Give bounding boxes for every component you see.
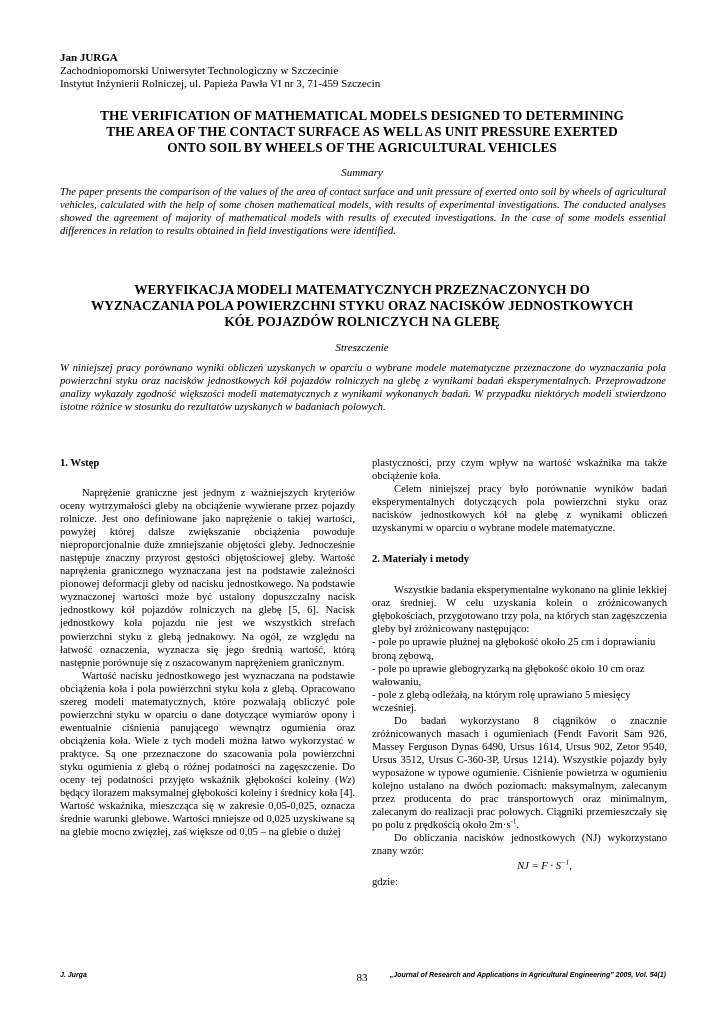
author-affiliation-university: Zachodniopomorski Uniwersytet Technologiczny w Szczecinie (60, 65, 339, 77)
summary-text: The paper presents the comparison of the values of the area of contact surface and unit pressure of exerted onto soil by wheels of agricultural vehicles, calculated with the help of some chosen mathematical models, with results of experimental investigations. The conducted analyses showed the agreement of majority of mathematical models with results of executed investigations. In the case of some models essential differences in relation to results obtained in field investigations were identified. (60, 187, 666, 238)
right-column (372, 457, 667, 889)
author-block (60, 52, 670, 91)
title-english (56, 108, 668, 156)
paragraph: Wszystkie badania eksperymentalne wykonano na glinie lekkiej oraz średniej. W celu uzyskania kolein o zróżnicowanych głębokościach, przygotowano trzy pola, na których stan zagęszczenia gleby był zróżnicowany następująco: (372, 585, 667, 636)
footer-author: J. Jurga (60, 972, 87, 979)
gdzie-label: gdzie: (372, 877, 398, 889)
section-heading-wstep: 1. Wstęp (60, 458, 100, 469)
title-polish-line: WYZNACZANIA POLA POWIERZCHNI STYKU ORAZ NACISKÓW JEDNOSTKOWYCH (90, 298, 634, 313)
formula-nj: NJ = $F \cdot S^{-1}$, (517, 858, 572, 873)
author-name: Jan JURGA (60, 52, 118, 64)
paragraph: Celem niniejszej pracy było porównanie wyników badań eksperymentalnych dotyczących pola powierzchni styku oraz nacisków jednostkowych kół na glebę z wynikami obliczeń uzyskanymi w oparciu o wybrane modele matematyczne. (372, 484, 667, 535)
title-english-line: THE AREA OF THE CONTACT SURFACE AS WELL AS UNIT PRESSURE EXERTED (106, 124, 618, 139)
paragraph: Naprężenie graniczne jest jednym z ważniejszych kryteriów oceny wytrzymałości gleby na obciążenie wywierane przez pojazdy rolnicze. Jest ono definiowane jako naprężenie o takiej wartości, powyżej której dalsze zwiększanie obciążenia powoduje nieproporcjonalnie duże zmniejszanie objętości gleby. Jednocześnie następuje znaczny przyrost gęstości objętościowej gleby. Wartość naprężenia granicznego wyznaczana jest na podstawie zależności pionowej deformacji gleby od nacisku jednostkowego. Na podstawie wyznaczonej wartości może być ustalony dopuszczalny nacisk jednostkowy kół pojazdów rolniczych na glebę [5, 6]. Nacisk jednostkowy koła pojazdu nie jest we wszystkich strefach powierzchni styku z glebą jednakowy. Na ogół, ze względu na łatwość oznaczenia, wyznacza się jego średnią wartość, którą następnie porównuje się z oszacowanym naprężeniem granicznym. (60, 488, 355, 669)
streszczenie-heading: Streszczenie (335, 342, 389, 354)
list-item: - pole po uprawie płużnej na głębokość około 25 cm i doprawianiu broną zębową, (372, 637, 656, 662)
footer-journal: „Journal of Research and Applications in Agricultural Engineering” 2009, Vol. 54(1) (389, 972, 666, 979)
title-english-line: THE VERIFICATION OF MATHEMATICAL MODELS DESIGNED TO DETERMINING (100, 108, 624, 123)
streszczenie-text: W niniejszej pracy porównano wyniki obliczeń uzyskanych w oparciu o wybrane modele matematyczne przeznaczone do wyznaczania pola powierzchni styku oraz nacisków jednostkowych kół pojazdów rolniczych na glebę z wynikami badań eksperymentalnych. Przeprowadzone analizy wykazały zgodność większości modeli matematycznych z wynikami wykonanych badań. W przypadku niektórych modeli stwierdzono istotne różnice w stosunku do rezultatów uzyskanych w badaniach polowych. (60, 363, 666, 414)
title-polish-line: KÓŁ POJAZDÓW ROLNICZYCH NA GLEBĘ (224, 314, 500, 329)
list-item: - pole po uprawie glebogryzarką na głębokość około 10 cm oraz wałowaniu, (372, 663, 645, 688)
section-heading-materialy: 2. Materiały i metody (372, 554, 470, 566)
paragraph-continuation: plastyczności, przy czym wpływ na wartość wskaźnika ma także obciążenie koła. (372, 458, 667, 483)
title-polish (56, 282, 668, 330)
page-number: 83 (356, 972, 368, 984)
summary-heading: Summary (341, 167, 383, 179)
title-polish-line: WERYFIKACJA MODELI MATEMATYCZNYCH PRZEZNACZONYCH DO (134, 282, 590, 297)
author-affiliation-institute: Instytut Inżynierii Rolniczej, ul. Papieża Pawła VI nr 3, 71-459 Szczecin (60, 78, 381, 90)
list-item: - pole z glebą odleżałą, na którym rolę uprawiano 5 miesięcy wcześniej. (372, 689, 631, 714)
variable-wz: Wz (338, 775, 352, 787)
paragraph: Do obliczania nacisków jednostkowych (NJ) wykorzystano znany wzór: (372, 833, 667, 858)
title-english-line: ONTO SOIL BY WHEELS OF THE AGRICULTURAL VEHICLES (167, 140, 557, 155)
left-column (60, 457, 355, 839)
paragraph: Do badań wykorzystano 8 ciągników o znacznie zróżnicowanych masach i ogumieniach (Fendt Favorit Sam 926, Massey Ferguson Dynas 6490, Ursus 1614, Ursus 902, Zetor 9540, Ursus 3512, Ursus C-360-3P, Ursus 1214). Wszystkie pojazdy były wyposażone w typowe ogumienie. Ciśnienie powietrza w ogumieniu kolejno ustalano na dwóch poziomach: maksymalnym, zalecanym przez producenta do prac transportowych oraz minimalnym, zalecanym do realizacji prac polowych. Ciągniki przemieszczały się po polu z prędkością około $2m\cdot s^{-1}$. (372, 715, 667, 832)
paragraph: Wartość nacisku jednostkowego jest wyznaczana na podstawie obciążenia koła i pola powierzchni styku koła z glebą. Opracowano szereg modeli matematycznych, które pozwalają obliczyć pole powierzchni styku w oparciu o dane dotyczące wymiarów opony i ewentualnie ciśnienia panującego wewnątrz ogumienia oraz obciążenia koła. Wiele z tych modeli można łatwo wykorzystać w praktyce. Są one przeznaczone do szacowania pola powierzchni styku ogumienia z glebą o różnej podatności na zagęszczenie. Do oceny tej podatności przyjęto wskaźnik głębokości koleiny (Wz) będący ilorazem maksymalnej głębokości koleiny i średnicy koła [4]. Wartość wskaźnika, mieszcząca się w zakresie 0,05-0,025, oznacza średnie warunki glebowe. Wartości mniejsze od 0,025 uzyskiwane są na glebie mocno zwięzłej, zaś większe od 0,05 – na glebie o dużej (60, 670, 355, 839)
